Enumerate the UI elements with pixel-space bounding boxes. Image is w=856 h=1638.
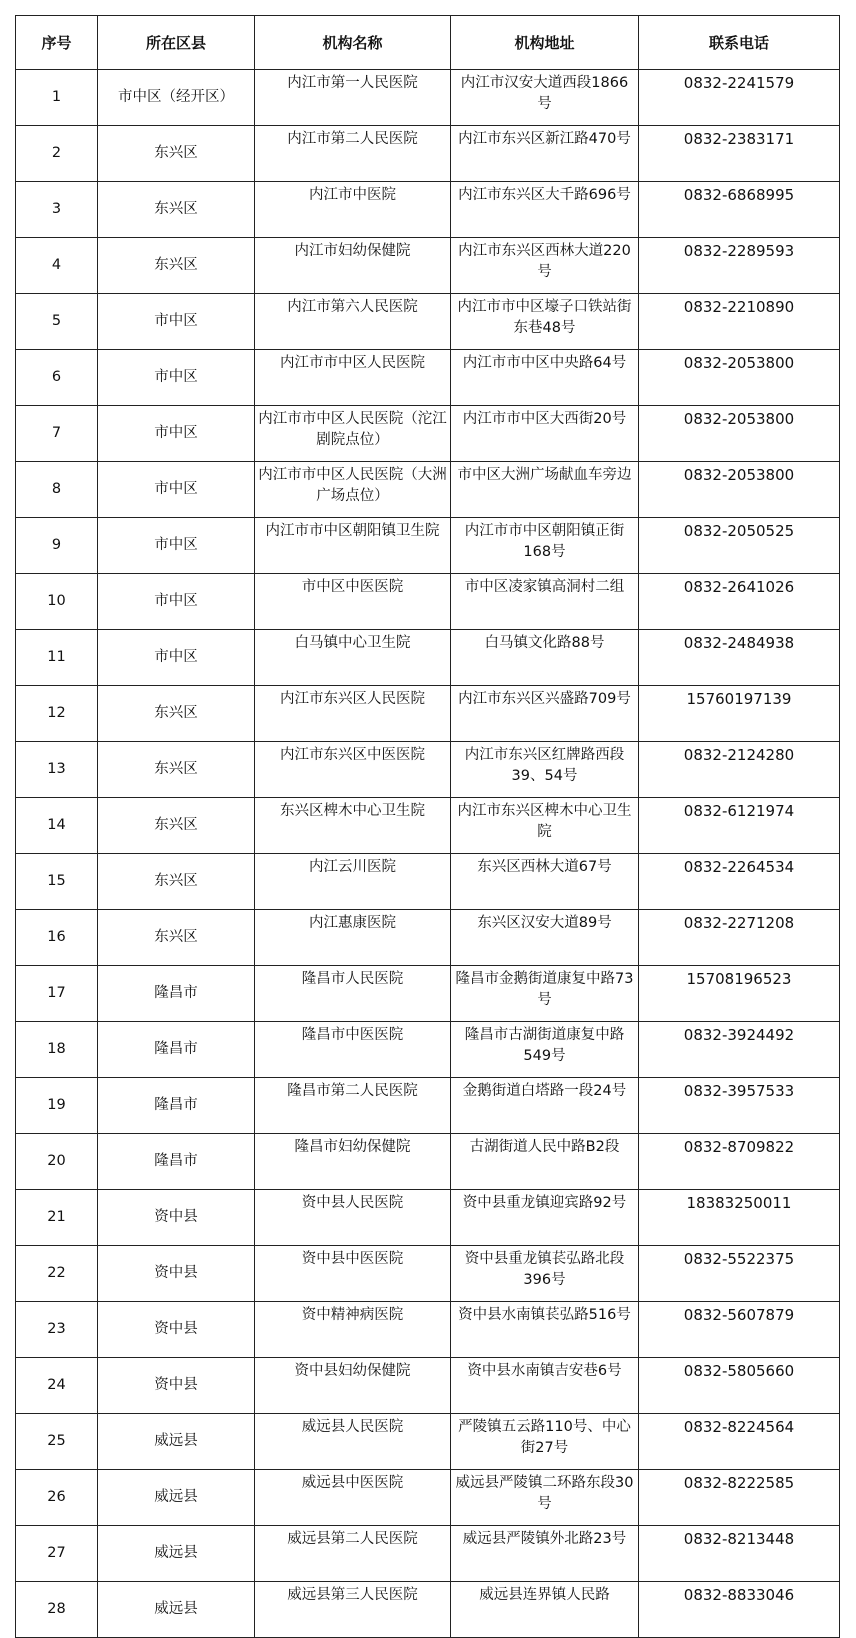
serial-number-cell: 13 — [16, 742, 98, 798]
phone-cell: 0832-2641026 — [639, 574, 840, 630]
phone-cell: 0832-2210890 — [639, 294, 840, 350]
institution-address-cell: 白马镇文化路88号 — [451, 630, 639, 686]
serial-number-cell: 5 — [16, 294, 98, 350]
institution-name-cell: 内江市第一人民医院 — [255, 70, 451, 126]
table-row — [16, 910, 840, 966]
phone-cell: 0832-8213448 — [639, 1526, 840, 1582]
district-cell: 东兴区 — [98, 742, 255, 798]
table-row — [16, 686, 840, 742]
institution-address-cell: 内江市汉安大道西段1866号 — [451, 70, 639, 126]
phone-cell: 0832-8222585 — [639, 1470, 840, 1526]
phone-cell: 0832-2289593 — [639, 238, 840, 294]
district-cell: 隆昌市 — [98, 1134, 255, 1190]
serial-number-cell: 10 — [16, 574, 98, 630]
table-row — [16, 126, 840, 182]
institution-address-cell: 威远县严陵镇外北路23号 — [451, 1526, 639, 1582]
phone-cell: 0832-3924492 — [639, 1022, 840, 1078]
phone-cell: 0832-2053800 — [639, 462, 840, 518]
table-row — [16, 1078, 840, 1134]
table-row — [16, 518, 840, 574]
district-cell: 市中区（经开区） — [98, 70, 255, 126]
institution-address-cell: 内江市东兴区新江路470号 — [451, 126, 639, 182]
institution-name-cell: 内江市妇幼保健院 — [255, 238, 451, 294]
institution-name-cell: 资中县中医医院 — [255, 1246, 451, 1302]
table-row — [16, 630, 840, 686]
serial-number-cell: 7 — [16, 406, 98, 462]
serial-number-cell: 11 — [16, 630, 98, 686]
institution-name-cell: 内江市东兴区人民医院 — [255, 686, 451, 742]
table-row — [16, 1134, 840, 1190]
serial-number-cell: 9 — [16, 518, 98, 574]
institution-name-cell: 隆昌市妇幼保健院 — [255, 1134, 451, 1190]
serial-number-cell: 21 — [16, 1190, 98, 1246]
table-row — [16, 182, 840, 238]
district-cell: 市中区 — [98, 350, 255, 406]
institution-name-cell: 威远县人民医院 — [255, 1414, 451, 1470]
table-row — [16, 1414, 840, 1470]
table-row — [16, 406, 840, 462]
serial-number-cell: 25 — [16, 1414, 98, 1470]
institution-name-cell: 市中区中医医院 — [255, 574, 451, 630]
table-row — [16, 798, 840, 854]
district-cell: 隆昌市 — [98, 1022, 255, 1078]
district-cell: 市中区 — [98, 462, 255, 518]
institution-name-cell: 内江市市中区朝阳镇卫生院 — [255, 518, 451, 574]
institution-name-cell: 隆昌市中医医院 — [255, 1022, 451, 1078]
institution-address-cell: 内江市市中区中央路64号 — [451, 350, 639, 406]
header-institution-name: 机构名称 — [255, 16, 451, 70]
institution-name-cell: 内江市第二人民医院 — [255, 126, 451, 182]
phone-cell: 0832-8833046 — [639, 1582, 840, 1638]
institution-address-cell: 资中县重龙镇苌弘路北段396号 — [451, 1246, 639, 1302]
phone-cell: 0832-2264534 — [639, 854, 840, 910]
phone-cell: 0832-2383171 — [639, 126, 840, 182]
serial-number-cell: 27 — [16, 1526, 98, 1582]
table-row — [16, 294, 840, 350]
institution-address-cell: 金鹅街道白塔路一段24号 — [451, 1078, 639, 1134]
institution-address-cell: 内江市东兴区大千路696号 — [451, 182, 639, 238]
phone-cell: 0832-2271208 — [639, 910, 840, 966]
serial-number-cell: 14 — [16, 798, 98, 854]
institution-address-cell: 资中县重龙镇迎宾路92号 — [451, 1190, 639, 1246]
district-cell: 资中县 — [98, 1246, 255, 1302]
district-cell: 东兴区 — [98, 798, 255, 854]
table-row — [16, 1246, 840, 1302]
institution-address-cell: 东兴区汉安大道89号 — [451, 910, 639, 966]
institution-name-cell: 内江市第六人民医院 — [255, 294, 451, 350]
serial-number-cell: 19 — [16, 1078, 98, 1134]
phone-cell: 0832-2241579 — [639, 70, 840, 126]
table-row — [16, 1302, 840, 1358]
institution-address-cell: 内江市东兴区红牌路西段39、54号 — [451, 742, 639, 798]
table-row — [16, 1190, 840, 1246]
table-row — [16, 1470, 840, 1526]
district-cell: 东兴区 — [98, 126, 255, 182]
institution-address-cell: 市中区大洲广场献血车旁边 — [451, 462, 639, 518]
institution-name-cell: 威远县第二人民医院 — [255, 1526, 451, 1582]
table-row — [16, 742, 840, 798]
district-cell: 市中区 — [98, 518, 255, 574]
serial-number-cell: 26 — [16, 1470, 98, 1526]
phone-cell: 0832-8224564 — [639, 1414, 840, 1470]
institution-name-cell: 内江惠康医院 — [255, 910, 451, 966]
phone-cell: 15760197139 — [639, 686, 840, 742]
table-row — [16, 462, 840, 518]
institution-name-cell: 威远县第三人民医院 — [255, 1582, 451, 1638]
serial-number-cell: 2 — [16, 126, 98, 182]
district-cell: 东兴区 — [98, 238, 255, 294]
serial-number-cell: 23 — [16, 1302, 98, 1358]
district-cell: 东兴区 — [98, 854, 255, 910]
phone-cell: 0832-2050525 — [639, 518, 840, 574]
institution-address-cell: 古湖街道人民中路B2段 — [451, 1134, 639, 1190]
institution-name-cell: 资中县人民医院 — [255, 1190, 451, 1246]
institution-name-cell: 内江市市中区人民医院 — [255, 350, 451, 406]
institution-address-cell: 内江市市中区壕子口铁站街东巷48号 — [451, 294, 639, 350]
institution-name-cell: 资中精神病医院 — [255, 1302, 451, 1358]
district-cell: 东兴区 — [98, 910, 255, 966]
institution-name-cell: 内江市市中区人民医院（沱江剧院点位） — [255, 406, 451, 462]
institution-address-cell: 市中区凌家镇高洞村二组 — [451, 574, 639, 630]
institution-name-cell: 内江市市中区人民医院（大洲广场点位） — [255, 462, 451, 518]
institution-address-cell: 内江市东兴区兴盛路709号 — [451, 686, 639, 742]
serial-number-cell: 12 — [16, 686, 98, 742]
institution-address-cell: 内江市东兴区椑木中心卫生院 — [451, 798, 639, 854]
district-cell: 市中区 — [98, 294, 255, 350]
district-cell: 东兴区 — [98, 686, 255, 742]
district-cell: 市中区 — [98, 574, 255, 630]
institution-name-cell: 资中县妇幼保健院 — [255, 1358, 451, 1414]
institution-address-cell: 内江市东兴区西林大道220号 — [451, 238, 639, 294]
table-row — [16, 966, 840, 1022]
serial-number-cell: 3 — [16, 182, 98, 238]
phone-cell: 0832-6868995 — [639, 182, 840, 238]
table-row — [16, 70, 840, 126]
table-row — [16, 1582, 840, 1638]
institution-address-cell: 隆昌市古湖街道康复中路549号 — [451, 1022, 639, 1078]
institution-address-cell: 东兴区西林大道67号 — [451, 854, 639, 910]
district-cell: 市中区 — [98, 406, 255, 462]
header-institution-address: 机构地址 — [451, 16, 639, 70]
institution-address-cell: 内江市市中区朝阳镇正街168号 — [451, 518, 639, 574]
institution-name-cell: 内江云川医院 — [255, 854, 451, 910]
district-cell: 市中区 — [98, 630, 255, 686]
district-cell: 东兴区 — [98, 182, 255, 238]
district-cell: 威远县 — [98, 1470, 255, 1526]
table-body — [16, 70, 840, 1638]
institution-address-cell: 资中县水南镇苌弘路516号 — [451, 1302, 639, 1358]
district-cell: 资中县 — [98, 1190, 255, 1246]
institution-address-cell: 资中县水南镇吉安巷6号 — [451, 1358, 639, 1414]
serial-number-cell: 22 — [16, 1246, 98, 1302]
phone-cell: 0832-2053800 — [639, 350, 840, 406]
header-phone: 联系电话 — [639, 16, 840, 70]
serial-number-cell: 28 — [16, 1582, 98, 1638]
district-cell: 资中县 — [98, 1302, 255, 1358]
institution-name-cell: 东兴区椑木中心卫生院 — [255, 798, 451, 854]
phone-cell: 0832-8709822 — [639, 1134, 840, 1190]
serial-number-cell: 4 — [16, 238, 98, 294]
table-row — [16, 1358, 840, 1414]
district-cell: 威远县 — [98, 1414, 255, 1470]
phone-cell: 0832-2484938 — [639, 630, 840, 686]
district-cell: 资中县 — [98, 1358, 255, 1414]
phone-cell: 0832-2053800 — [639, 406, 840, 462]
serial-number-cell: 15 — [16, 854, 98, 910]
institution-table — [15, 15, 840, 1638]
district-cell: 隆昌市 — [98, 1078, 255, 1134]
institution-address-cell: 隆昌市金鹅街道康复中路73号 — [451, 966, 639, 1022]
serial-number-cell: 18 — [16, 1022, 98, 1078]
table-row — [16, 1526, 840, 1582]
serial-number-cell: 8 — [16, 462, 98, 518]
header-district: 所在区县 — [98, 16, 255, 70]
table-row — [16, 350, 840, 406]
institution-name-cell: 内江市东兴区中医医院 — [255, 742, 451, 798]
district-cell: 威远县 — [98, 1526, 255, 1582]
institution-name-cell: 隆昌市第二人民医院 — [255, 1078, 451, 1134]
serial-number-cell: 20 — [16, 1134, 98, 1190]
phone-cell: 0832-5522375 — [639, 1246, 840, 1302]
institution-name-cell: 内江市中医院 — [255, 182, 451, 238]
serial-number-cell: 1 — [16, 70, 98, 126]
header-row — [16, 16, 840, 70]
phone-cell: 0832-6121974 — [639, 798, 840, 854]
institution-address-cell: 严陵镇五云路110号、中心街27号 — [451, 1414, 639, 1470]
serial-number-cell: 24 — [16, 1358, 98, 1414]
serial-number-cell: 6 — [16, 350, 98, 406]
serial-number-cell: 17 — [16, 966, 98, 1022]
table-row — [16, 238, 840, 294]
table-row — [16, 1022, 840, 1078]
serial-number-cell: 16 — [16, 910, 98, 966]
institution-name-cell: 隆昌市人民医院 — [255, 966, 451, 1022]
phone-cell: 18383250011 — [639, 1190, 840, 1246]
table-row — [16, 854, 840, 910]
header-serial-number: 序号 — [16, 16, 98, 70]
table-row — [16, 574, 840, 630]
institution-name-cell: 白马镇中心卫生院 — [255, 630, 451, 686]
district-cell: 威远县 — [98, 1582, 255, 1638]
institution-address-cell: 威远县连界镇人民路 — [451, 1582, 639, 1638]
institution-name-cell: 威远县中医医院 — [255, 1470, 451, 1526]
phone-cell: 0832-5805660 — [639, 1358, 840, 1414]
institution-address-cell: 威远县严陵镇二环路东段30号 — [451, 1470, 639, 1526]
phone-cell: 0832-2124280 — [639, 742, 840, 798]
phone-cell: 15708196523 — [639, 966, 840, 1022]
phone-cell: 0832-5607879 — [639, 1302, 840, 1358]
institution-address-cell: 内江市市中区大西街20号 — [451, 406, 639, 462]
institution-table-container — [15, 15, 840, 1638]
phone-cell: 0832-3957533 — [639, 1078, 840, 1134]
district-cell: 隆昌市 — [98, 966, 255, 1022]
